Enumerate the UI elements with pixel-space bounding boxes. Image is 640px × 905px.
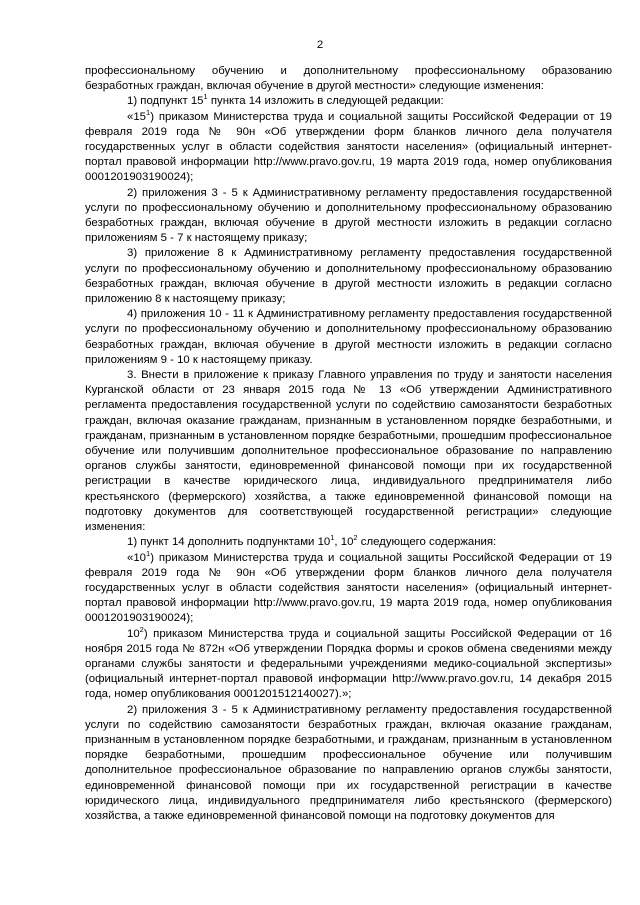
paragraph-text: 1) подпункт 15 [127,95,204,108]
paragraph [85,703,612,825]
paragraph-text: 3. Внести в приложение к приказу Главного управления по труду и занятости населения Курганской области от 23 января 2015 года № 13 «Об утверждении Административного регламента предоставления государственной услуги по содействию самозанятости безработных граждан, включая оказание гражданам, признанным в установленном порядке безработными, и гражданам, признанным в установленном порядке безработными, прошедшим профессиональное обучение или получившим дополнительное профессиональное образование по направлению органов службы занятости, единовременной финансовой помощи при их государственной регистрации в качестве юридического лица, индивидуального предпринимателя либо крестьянского (фермерского) хозяйства, а также единовременной финансовой помощи на подготовку документов для соответствующей государственной регистрации» следующие изменения: [85,369,612,534]
paragraph-text: 10 [127,627,140,640]
superscript: 1 [146,548,151,558]
paragraph-text: ) приказом Министерства труда и социальной защиты Российской Федерации от 19 февраля 2019 года № 90н «Об утверждении форм бланков личного дела получателя государственных услуг в области содействия занятости населения» (официальный интернет-портал правовой информации http://www.pravo.gov.ru, 19 марта 2019 года, номер опубликования 0001201903190024); [85,551,612,625]
paragraph-text: пункта 14 изложить в следующей редакции: [207,95,444,108]
paragraph-text: 1) пункт 14 дополнить подпунктами 10 [127,536,331,549]
paragraph-text: 2) приложения 3 - 5 к Административному регламенту предоставления государственной услуги по профессиональному обучению и дополнительному профессиональному образованию безработных граждан, включая обучение в другой местности изложить в редакции согласно приложениям 5 - 7 к настоящему приказу; [85,186,612,245]
paragraph [85,94,612,109]
paragraph [85,368,612,535]
superscript: 1 [330,533,335,543]
paragraph-text: профессиональному обучению и дополнительному профессиональному образованию безработных граждан, включая обучение в другой местности» следующие изменения: [85,65,612,93]
superscript: 2 [139,624,144,634]
paragraph-text: «10 [127,551,147,564]
paragraph-text: «15 [127,110,147,123]
paragraph [85,307,612,368]
paragraph [85,186,612,247]
paragraph [85,64,612,94]
superscript: 1 [203,92,208,102]
paragraph-text: ) приказом Министерства труда и социальной защиты Российской Федерации от 19 февраля 2019 года № 90н «Об утверждении форм бланков личного дела получателя государственных услуг в области содействия занятости населения» (официальный интернет-портал правовой информации http://www.pravo.gov.ru, 19 марта 2019 года, номер опубликования 0001201903190024); [85,110,612,184]
page-number: 2 [316,39,324,51]
paragraph-text: 3) приложение 8 к Административному регламенту предоставления государственной услуги по профессиональному обучению и дополнительному профессиональному образованию безработных граждан, включая обучение в другой местности изложить в редакции согласно приложению 8 к настоящему приказу; [85,247,612,306]
paragraph-text: 4) приложения 10 - 11 к Административному регламенту предоставления государственной услуги по профессиональному обучению и дополнительному профессиональному образованию безработных граждан, включая обучение в другой местности изложить в редакции согласно приложениям 9 - 10 к настоящему приказу. [85,308,612,366]
paragraph [85,107,612,186]
superscript: 2 [353,533,358,543]
paragraph-text: ) приказом Министерства труда и социальной защиты Российской Федерации от 16 ноября 2015 года № 872н «Об утверждении Порядка формы и сроков обмена сведениями между органами службы занятости и федеральными учреждениями медико-социальной экспертизы» (официальный интернет-портал правовой информации http://www.pravo.gov.ru, 14 декабря 2015 года, номер опубликования 0001201512140027).»; [85,627,612,701]
paragraph [85,535,612,550]
paragraph-text: 2) приложения 3 - 5 к Административному регламенту предоставления государственной услуги по содействию самозанятости безработных граждан, включая оказание гражданам, признанным в установленном порядке безработными, и гражданам, признанным в установленном порядке безработными, прошедшим профессиональное обучение или получившим дополнительное профессиональное образование по направлению органов службы занятости, единовременной финансовой помощи при их государственной регистрации в качестве юридического лица, индивидуального предпринимателя либо крестьянского (фермерского) хозяйства, а также единовременной финансовой помощи на подготовку документов для [85,703,612,822]
paragraph-text: следующего содержания: [357,536,497,549]
paragraph [85,624,612,703]
paragraph-text: , 10 [334,536,354,549]
paragraph [85,246,612,307]
superscript: 1 [146,107,151,117]
paragraph [85,548,612,627]
document-body [85,64,612,824]
